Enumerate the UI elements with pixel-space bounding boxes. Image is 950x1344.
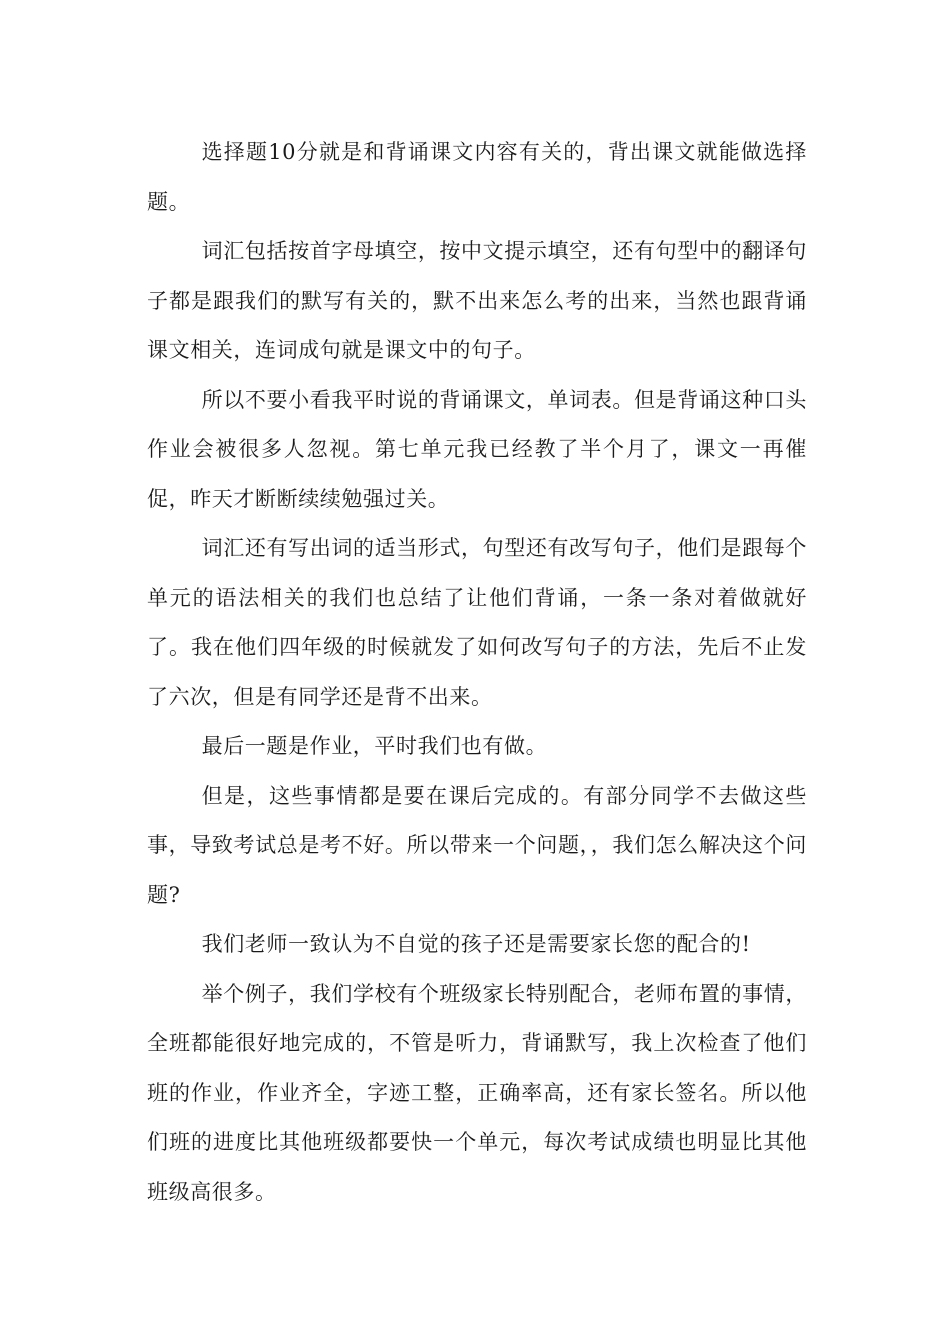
paragraph-7: 我们老师一致认为不自觉的孩子还是需要家长您的配合的! [201, 932, 751, 956]
paragraph-6: 但是，这些事情都是要在课后完成的。有部分同学不去做这些事，导致考试总是考不好。所以带来一个问题，，我们怎么解决这个问题? [147, 783, 807, 907]
paragraph-3: 所以不要小看我平时说的背诵课文，单词表。但是背诵这种口头作业会被很多人忽视。第七单元我已经教了半个月了，课文一再催促，昨天才断断续续勉强过关。 [147, 387, 807, 511]
document-body [147, 128, 807, 1217]
paragraph-1: 选择题10分就是和背诵课文内容有关的，背出课文就能做选择题。 [147, 140, 807, 214]
paragraph-8: 举个例子，我们学校有个班级家长特别配合，老师布置的事情，全班都能很好地完成的，不管是听力，背诵默写，我上次检查了他们班的作业，作业齐全，字迹工整，正确率高，还有家长签名。所以他们班的进度比其他班级都要快一个单元，每次考试成绩也明显比其他班级高很多。 [147, 981, 807, 1204]
paragraph-4: 词汇还有写出词的适当形式，句型还有改写句子，他们是跟每个单元的语法相关的我们也总结了让他们背诵，一条一条对着做就好了。我在他们四年级的时候就发了如何改写句子的方法，先后不止发了六次，但是有同学还是背不出来。 [147, 536, 807, 709]
paragraph-5: 最后一题是作业，平时我们也有做。 [201, 734, 548, 758]
paragraph-2: 词汇包括按首字母填空，按中文提示填空，还有句型中的翻译句子都是跟我们的默写有关的，默不出来怎么考的出来，当然也跟背诵课文相关，连词成句就是课文中的句子。 [147, 239, 807, 362]
